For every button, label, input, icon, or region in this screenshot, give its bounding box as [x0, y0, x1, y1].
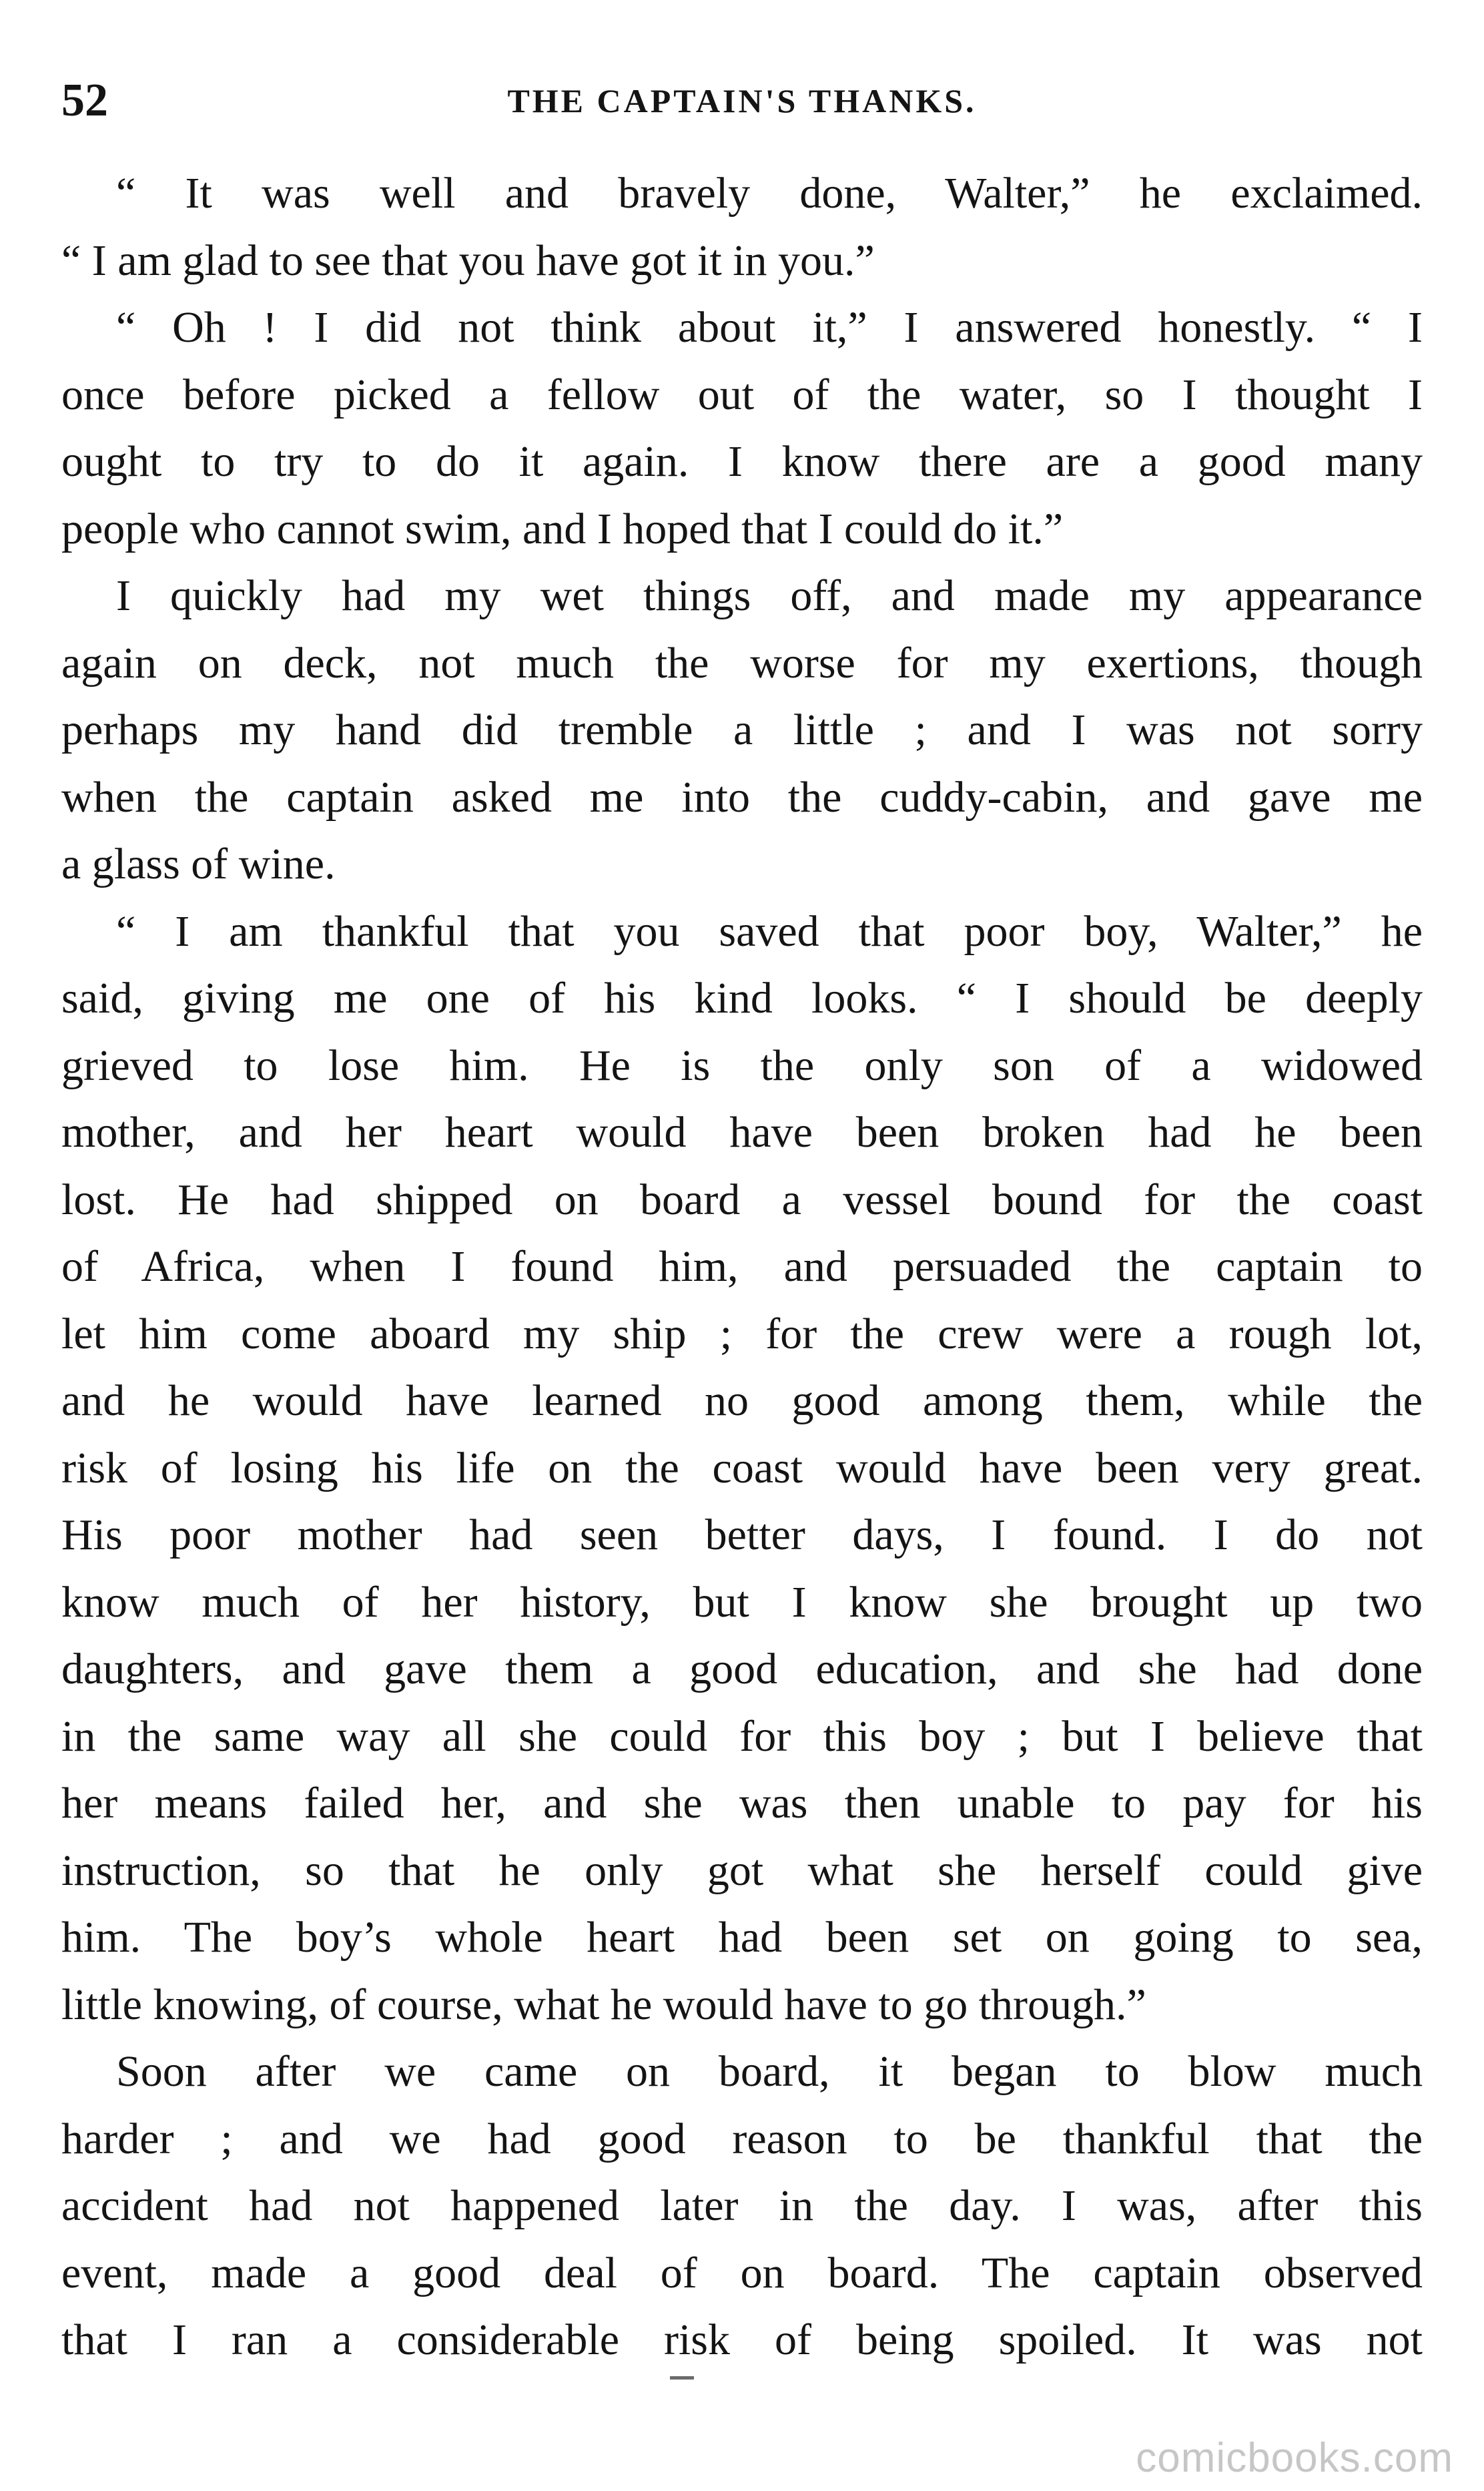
page-mark [670, 2376, 694, 2380]
text-line: her means failed her, and she was then unable to pay for his [61, 1779, 1423, 1828]
running-title: THE CAPTAIN'S THANKS. [507, 82, 977, 119]
watermark-logo: comicbooks.com [1136, 2435, 1453, 2481]
text-line: event, made a good deal of on board. The captain observed [61, 2248, 1423, 2297]
text-line: mother, and her heart would have been broken had he been [61, 1108, 1423, 1157]
text-line: again on deck, not much the worse for my exertions, though [61, 638, 1423, 687]
text-line: little knowing, of course, what he would have to go through.” [61, 1980, 1146, 2029]
text-line: and he would have learned no good among them, while the [61, 1376, 1423, 1425]
text-line: perhaps my hand did tremble a little ; and I was not sorry [61, 706, 1423, 754]
text-line: ought to try to do it again. I know there are a good many [61, 437, 1423, 486]
text-line: lost. He had shipped on board a vessel bound for the coast [61, 1175, 1423, 1224]
text-line: grieved to lose him. He is the only son of a widowed [61, 1041, 1423, 1090]
text-line: accident had not happened later in the day. I was, after this [61, 2181, 1423, 2230]
text-line: instruction, so that he only got what she herself could give [61, 1846, 1423, 1895]
text-line: said, giving me one of his kind looks. “ I should be deeply [61, 974, 1423, 1023]
text-line: that I ran a considerable risk of being spoiled. It was not [61, 2315, 1423, 2364]
text-line: daughters, and gave them a good education, and she had done [61, 1645, 1423, 1693]
text-line: of Africa, when I found him, and persuaded the captain to [61, 1242, 1423, 1291]
text-line: harder ; and we had good reason to be thankful that the [61, 2114, 1423, 2163]
text-line: “ It was well and bravely done, Walter,” he exclaimed. [116, 169, 1423, 218]
page-number: 52 [61, 75, 108, 126]
text-line: risk of losing his life on the coast would have been very great. [61, 1443, 1423, 1492]
page-header [61, 64, 1423, 137]
text-line: His poor mother had seen better days, I found. I do not [61, 1510, 1423, 1559]
body-text [61, 160, 1423, 2374]
text-line: a glass of wine. [61, 840, 336, 888]
text-line: people who cannot swim, and I hoped that I could do it.” [61, 504, 1064, 553]
text-line: when the captain asked me into the cuddy-cabin, and gave me [61, 772, 1423, 822]
text-line: him. The boy’s whole heart had been set on going to sea, [61, 1913, 1423, 1962]
text-line: in the same way all she could for this boy ; but I believe that [61, 1711, 1423, 1761]
text-line: let him come aboard my ship ; for the crew were a rough lot, [61, 1309, 1423, 1358]
text-line: Soon after we came on board, it began to blow much [116, 2047, 1423, 2096]
text-line: “ I am glad to see that you have got it in you.” [61, 236, 875, 285]
text-line: “ I am thankful that you saved that poor boy, Walter,” he [116, 906, 1423, 956]
text-line: I quickly had my wet things off, and made my appearance [116, 571, 1423, 620]
text-line: once before picked a fellow out of the water, so I thought I [61, 370, 1423, 419]
text-line: know much of her history, but I know she brought up two [61, 1577, 1423, 1627]
text-line: “ Oh ! I did not think about it,” I answered honestly. “ I [116, 303, 1423, 352]
